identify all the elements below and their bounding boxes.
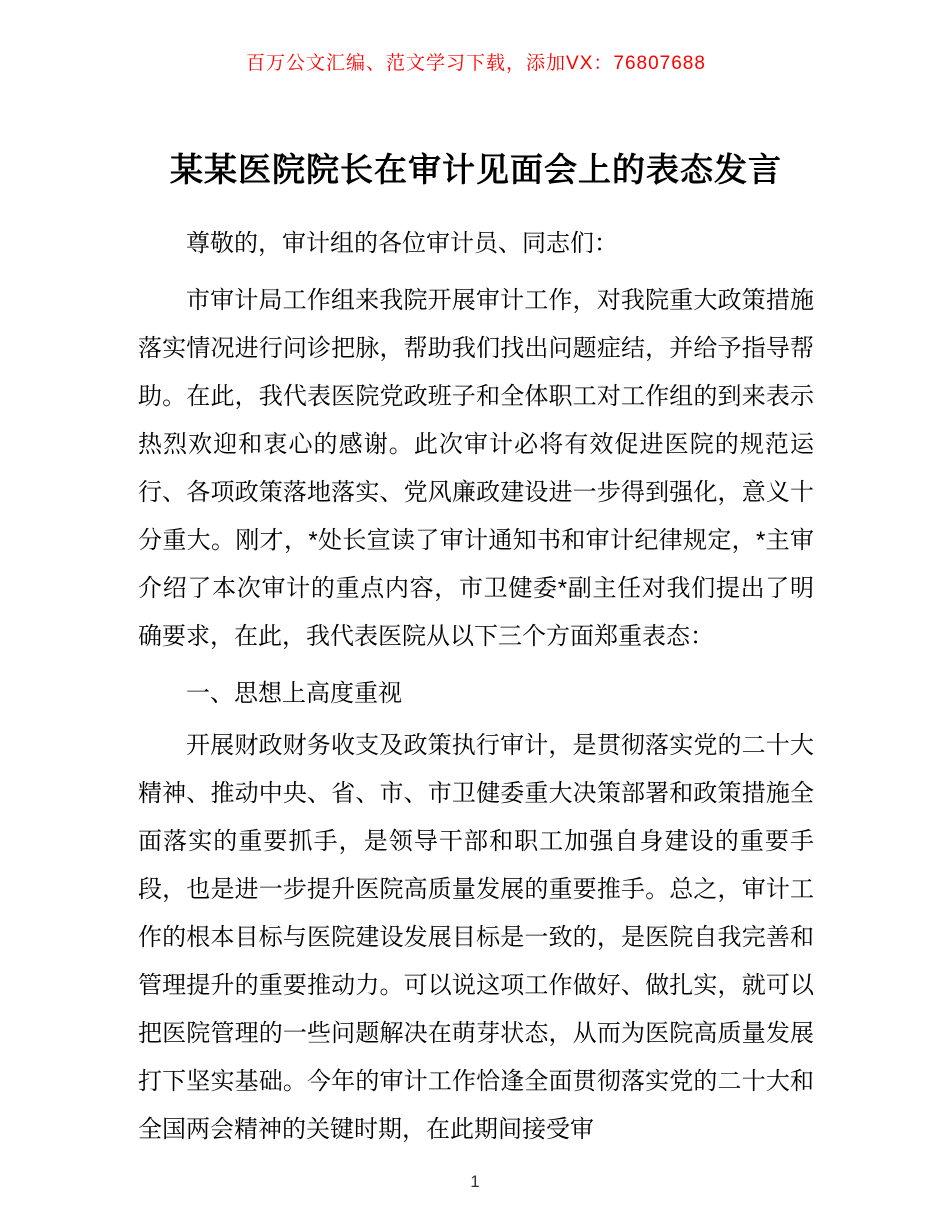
paragraph-greeting: 尊敬的，审计组的各位审计员、同志们： <box>186 229 618 257</box>
paragraph-section-heading-1: 一、思想上高度重视 <box>186 679 402 707</box>
paragraph-body-2: 开展财政财务收支及政策执行审计，是贯彻落实党的二十大精神、推动中央、省、市、市卫健委重大决策部署和政策措施全面落实的重要抓手，是领导干部和职工加强自身建设的重要手段，也是进一步提升医院高质量发展的重要推手。总之，审计工作的根本目标与医院建设发展目标是一致的，是医院自我完善和管理提升的重要推动力。可以说这项工作做好、做扎实，就可以把医院管理的一些问题解决在萌芽状态，从而为医院高质量发展打下坚实基础。今年的审计工作恰逢全面贯彻落实党的二十大和全国两会精神的关键时期，在此期间接受审 <box>138 731 814 1143</box>
paragraph-body-1: 市审计局工作组来我院开展审计工作，对我院重大政策措施落实情况进行问诊把脉，帮助我们找出问题症结，并给予指导帮助。在此，我代表医院党政班子和全体职工对工作组的到来表示热烈欢迎和衷心的感谢。此次审计必将有效促进医院的规范运行、各项政策落地落实、党风廉政建设进一步得到强化，意义十分重大。刚才，*处长宣读了审计通知书和审计纪律规定，*主审介绍了本次审计的重点内容，市卫健委*副主任对我们提出了明确要求，在此，我代表医院从以下三个方面郑重表态： <box>138 286 814 650</box>
header-notice-text: 百万公文汇编、范文学习下载，添加VX：76807688 <box>246 53 706 74</box>
page-number: 1 <box>470 1172 480 1191</box>
document-title: 某某医院院长在审计见面会上的表态发言 <box>170 151 782 188</box>
